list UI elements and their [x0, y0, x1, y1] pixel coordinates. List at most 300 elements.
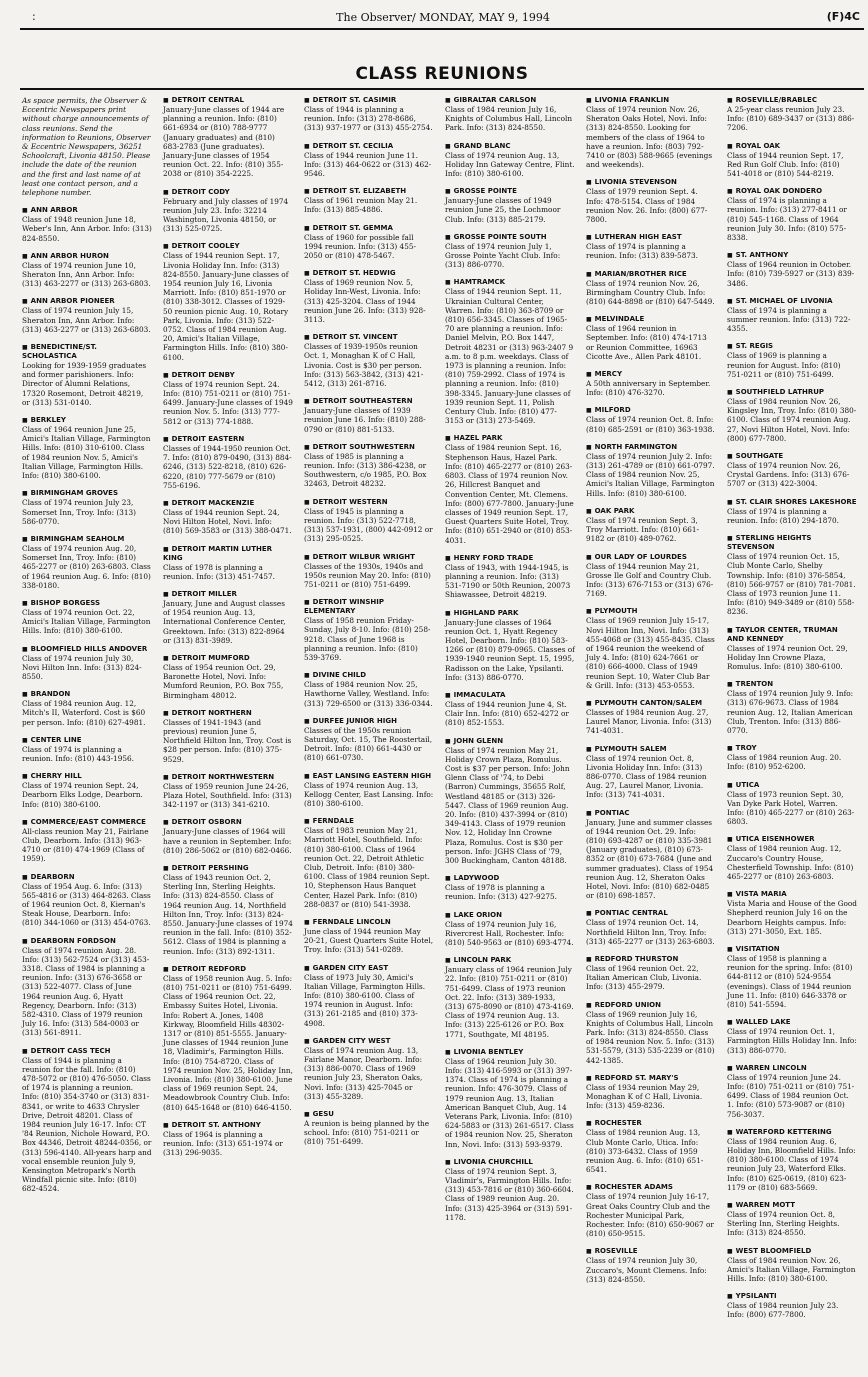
- reunion-listing: [163, 709, 293, 764]
- page-number: (F)4C: [826, 10, 860, 23]
- school-heading: ■ DIVINE CHILD: [304, 671, 434, 680]
- listing-body: Class of 1944 reunion May 21, Grosse Ile Golf and Country Club. Info: (313) 676-7153 or (313) 676-7169.: [586, 561, 714, 599]
- school-heading: ■ OAK PARK: [586, 507, 716, 516]
- reunion-listing: [445, 874, 575, 901]
- reunion-listing: [22, 535, 152, 590]
- school-heading: ■ DETROIT CASS TECH: [22, 1047, 152, 1056]
- reunion-listing: [727, 388, 857, 443]
- school-heading: ■ TROY: [727, 744, 857, 753]
- listing-body: Class of 1974 is planning a reunion. Info: (313) 839-5873.: [586, 242, 698, 261]
- reunion-listing: [22, 937, 152, 1038]
- listing-body: Class of 1974 reunion Oct. 14, Northfield Hilton Inn, Troy. Info: (313) 465-2277 or (313) 263-6803.: [586, 918, 715, 946]
- school-heading: ■ DETROIT OSBORN: [163, 818, 293, 827]
- reunion-listing: [727, 945, 857, 1009]
- reunion-listing: [304, 397, 434, 434]
- reunion-listing: [586, 1183, 716, 1238]
- reunion-listing: [727, 251, 857, 288]
- school-heading: ■ YPSILANTI: [727, 1292, 857, 1301]
- reunion-listing: [586, 607, 716, 690]
- reunion-listing: [22, 690, 152, 727]
- listing-body: Classes of 1941-1943 (and previous) reunion June 5, Northfield Hilton Inn, Troy. Cost is $28 per person. Info: (810) 375-9529.: [163, 717, 292, 764]
- listing-body: Classes of 1974 reunion Oct. 29, Holiday Inn Crowne Plaza, Romulus. Info: (810) 380-6100.: [727, 643, 848, 671]
- reunion-listing: [445, 1158, 575, 1222]
- listing-body: Class of 1974 reunion Oct. 8, Livonia Holiday Inn. Info: (313) 886-0770. Class of 1984 reunion Aug. 27, Laurel Manor, Livonia. Info: (313) 741-4031.: [586, 753, 707, 800]
- listing-body: Class of 1974 reunion Oct. 15, Club Monte Carlo, Shelby Township. Info: (810) 376-5854, (810) 566-9757 or (810) 781-7081. Class of 1973 reunion June 11. Info: (810) 949-3489 or (810) 558-8236.: [727, 552, 856, 617]
- listing-body: Class of 1974 is planning a reunion. Info: (313) 277-8411 or (810) 545-1168. Class of 1964 reunion July 30. Info: (810) 575-8338.: [727, 196, 847, 243]
- reunion-listing: [586, 553, 716, 599]
- reunion-listing: [727, 744, 857, 771]
- reunion-listing: [163, 1121, 293, 1158]
- listing-body: A 25-year class reunion July 23. Info: (810) 689-3437 or (313) 886-7206.: [727, 105, 855, 133]
- school-heading: ■ DETROIT ST. ANTHONY: [163, 1121, 293, 1130]
- reunion-listing: [727, 187, 857, 242]
- listing-body: Class of 1984 reunion Sept. 16, Stephenson Haus, Hazel Park. Info: (810) 465-2277 or (810) 263-6803. Class of 1974 reunion Nov. 26, Hillcrest Banquet and Convention Center, Mt. Clemens. Info: (800) 677-7800. January-June classes of 1949 reunion Sept. 17, Guest Quarters Suite Hotel, Troy. Info: (810) 651-2940 or (810) 853-4031.: [445, 443, 574, 545]
- school-heading: ■ JOHN GLENN: [445, 737, 575, 746]
- reunion-listing: [727, 297, 857, 334]
- reunion-listing: [445, 956, 575, 1039]
- listing-body: Classes of 1944-1950 reunion Oct. 7. Info: (810) 879-0490, (313) 884-6246, (313) 522-8218, (810) 626-6220, (810) 777-5679 or (810) 755-6196.: [163, 443, 292, 490]
- school-heading: ■ FERNDALE LINCOLN: [304, 918, 434, 927]
- listing-body: Class of 1985 is planning a reunion. Info: (313) 386-4238, or Southwestern, c/o 1985, P.O. Box 32463, Detroit 48232.: [304, 451, 427, 489]
- listing-body: Class of 1974 reunion Nov. 26, Crystal Gardens. Info: (313) 676-5707 or (313) 422-3004.: [727, 461, 850, 489]
- listing-body: Class of 1974 reunion Oct. 1, Farmington Hills Holiday Inn. Info: (313) 886-0770.: [727, 1027, 857, 1055]
- listing-body: Class of 1974 reunion July 9. Info: (313) 676-9673. Class of 1984 reunion Aug. 12, Italian American Club, Trenton. Info: (313) 886-0770.: [727, 689, 854, 735]
- reunion-listing: [163, 188, 293, 234]
- column-5: [586, 96, 716, 1293]
- listing-body: Classes of 1939-1950s reunion Oct. 1, Monaghan K of C Hall, Livonia. Cost is $30 per person. Info: (313) 563-3842, (313) 421-5412, (313) 261-8716.: [304, 342, 424, 389]
- school-heading: ■ REDFORD ST. MARY'S: [586, 1074, 716, 1083]
- school-heading: ■ BLOOMFIELD HILLS ANDOVER: [22, 645, 152, 654]
- listing-body: January-June classes of 1964 reunion Oct. 1, Hyatt Regency Hotel, Dearborn. Info: (810) 583-1266 or (810) 879-0965. Classes of 1939-1940 reunion Sept. 15, 1995, Radisson on the Lake, Ypsilanti. Info: (313) 886-0770.: [445, 617, 575, 682]
- reunion-listing: [727, 534, 857, 616]
- reunion-listing: [304, 964, 434, 1028]
- listing-body: Class of 1974 reunion May 21, Holiday Crown Plaza, Romulus. Cost is $37 per person. Info: John Glenn Class of '74, to Debi (Barron) Cummings, 35655 Rolf, Westland 48185 or (313) 326-5447. Class of 1969 reunion Aug. 20. Info: (810) 437-3994 or (810) 349-4143. Class of 1979 reunion Nov. 12, Holiday Inn Crowne Plaza, Romulus. Cost is $30 per person. Info: JGHS Class of '79, 300 Buckingham, Canton 48188.: [445, 745, 570, 865]
- school-heading: ■ ROCHESTER: [586, 1119, 716, 1128]
- school-heading: ■ DETROIT NORTHERN: [163, 709, 293, 718]
- reunion-listing: [727, 835, 857, 881]
- listing-body: Class of 1974 reunion Nov. 26, Birmingham Country Club. Info: (810) 644-8898 or (810) 647-5449.: [586, 278, 715, 307]
- reunion-listing: [586, 443, 716, 498]
- listing-body: Class of 1983 reunion May 21, Marriott Hotel, Southfield. Info: (810) 380-6100. Class of 1964 reunion Oct. 22, Detroit Athletic Club, Detroit. Info: (810) 380-6100. Class of 1984 reunion Sept. 10, Stephenson Haus Banquet Center, Hazel Park. Info: (810) 288-0837 or (810) 541-3938.: [304, 826, 430, 909]
- school-heading: ■ OUR LADY OF LOURDES: [586, 553, 716, 562]
- school-heading: ■ NORTH FARMINGTON: [586, 443, 716, 452]
- school-heading: ■ EAST LANSING EASTERN HIGH: [304, 772, 434, 781]
- school-heading: ■ PONTIAC CENTRAL: [586, 909, 716, 918]
- listing-body: Class of 1984 reunion Nov. 25, Hawthorne Valley, Westland. Info: (313) 729-6500 or (313) 336-0344.: [304, 680, 433, 708]
- reunion-listing: [304, 269, 434, 324]
- reunion-listing: [727, 498, 857, 525]
- school-heading: ■ DETROIT MILLER: [163, 590, 293, 599]
- reunion-listing: [727, 342, 857, 379]
- reunion-listing: [586, 370, 716, 397]
- column-6: [727, 96, 857, 1329]
- reunion-listing: [22, 818, 152, 864]
- school-heading: ■ ROYAL OAK: [727, 142, 857, 151]
- listing-body: Looking for 1939-1959 graduates and former parishioners. Info: Director of Alumni Relations, 17320 Rosemont, Detroit 48219, or (313) 531-0140.: [22, 361, 147, 407]
- listing-body: Class of 1969 reunion Nov. 5, Holiday Inn-West, Livonia. Info: (313) 425-3204. Class of 1944 reunion June 26. Info: (313) 928-3113.: [304, 278, 426, 325]
- listing-body: Class of 1944 reunion June 11. Info: (313) 464-0622 or (313) 462-9546.: [304, 150, 432, 179]
- school-heading: ■ MILFORD: [586, 406, 716, 415]
- school-heading: ■ FERNDALE: [304, 817, 434, 826]
- school-heading: ■ DETROIT SOUTHEASTERN: [304, 397, 434, 406]
- listing-body: January, June and summer classes of 1944 reunion Oct. 29. Info: (810) 693-4287 or (810) 335-3981 (January graduates), (810) 673-8352 or (810) 673-7684 (June and summer graduates). Class of 1954 reunion Aug. 12, Sheraton Oaks Hotel, Novi. Info: (810) 682-0485 or (810) 698-1857.: [586, 817, 714, 901]
- reunion-listing: [304, 772, 434, 809]
- reunion-listing: [22, 489, 152, 526]
- school-heading: ■ REDFORD THURSTON: [586, 955, 716, 964]
- reunion-listing: [163, 773, 293, 810]
- listing-body: Class of 1984 reunion Aug. 13, Club Monte Carlo, Utica. Info: (810) 373-6432. Class of 1959 reunion Aug. 6. Info: (810) 651-6541.: [586, 1128, 704, 1175]
- school-heading: ■ MARIAN/BROTHER RICE: [586, 270, 716, 279]
- listing-body: Class of 1978 is planning a reunion. Info: (313) 451-7457.: [163, 562, 275, 581]
- school-heading: ■ MERCY: [586, 370, 716, 379]
- reunion-listing: [586, 909, 716, 946]
- school-heading: ■ GARDEN CITY WEST: [304, 1037, 434, 1046]
- school-heading: ■ LINCOLN PARK: [445, 956, 575, 965]
- reunion-listing: [22, 645, 152, 682]
- reunion-listing: [22, 873, 152, 928]
- listing-body: Class of 1984 reunion Nov. 26, Amici's Italian Village, Farmington Hills. Info: (810) 380-6100.: [727, 1255, 856, 1284]
- school-heading: ■ LIVONIA CHURCHILL: [445, 1158, 575, 1167]
- reunion-listing: [586, 1074, 716, 1111]
- listing-body: Class of 1969 reunion July 16, Knights of Columbus Hall, Lincoln Park. Info: (313) 824-8550. Class of 1984 reunion Nov. 5. Info: (313) 531-5579, (313) 535-2239 or (810) 442-1385.: [586, 1009, 715, 1065]
- school-heading: ■ HAZEL PARK: [445, 434, 575, 443]
- school-heading: ■ BIRMINGHAM SEAHOLM: [22, 535, 152, 544]
- reunion-listing: [445, 691, 575, 728]
- reunion-listing: [445, 554, 575, 600]
- listing-body: Class of 1974 reunion July 23, Somerset Inn, Troy. Info: (313) 586-0770.: [22, 498, 136, 526]
- reunion-listing: [304, 671, 434, 708]
- listing-body: Class of 1974 reunion Aug. 20, Somerset Inn, Troy. Info: (810) 465-2277 or (810) 263-6803. Class of 1964 reunion Aug. 6. Info: (810) 338-0180.: [22, 543, 151, 590]
- listing-body: Classes of 1984 reunion Aug. 27, Laurel Manor, Livonia. Info: (313) 741-4031.: [586, 707, 712, 736]
- listing-body: Classes of the 1950s reunion Saturday, Oct. 15, The Roostertail, Detroit. Info: (810) 661-4430 or (810) 661-0730.: [304, 725, 433, 763]
- school-heading: ■ CHERRY HILL: [22, 772, 152, 781]
- school-heading: ■ BIRMINGHAM GROVES: [22, 489, 152, 498]
- listing-body: Class of 1959 reunion June 24-26, Plaza Hotel, Southfield. Info: (313) 342-1197 or (313) 341-6210.: [163, 781, 292, 810]
- reunion-listing: [586, 1119, 716, 1174]
- listing-body: Class of 1984 reunion Aug. 6, Holiday Inn, Bloomfield Hills. Info: (810) 380-6100. Class of 1974 reunion July 23, Waterford Elks. Info: (810) 625-0619, (810) 623-1179 or (810) 683-5669.: [727, 1136, 856, 1192]
- reunion-listing: [304, 443, 434, 489]
- school-heading: ■ DETROIT ST. ELIZABETH: [304, 187, 434, 196]
- school-heading: ■ WATERFORD KETTERING: [727, 1128, 857, 1137]
- listing-body: Class of 1974 reunion June 24. Info: (810) 751-0211 or (810) 751-6499. Class of 1984 reunion Oct. 1. Info: (810) 573-9087 or (810) 756-3037.: [727, 1072, 855, 1119]
- listing-body: Vista Maria and House of the Good Shepherd reunion July 16 on the Dearborn Heights campus. Info: (313) 271-3050, Ext. 185.: [727, 899, 857, 936]
- reunion-listing: [445, 434, 575, 544]
- listing-body: A reunion is being planned by the school. Info: (810) 751-0211 or (810) 751-6499.: [304, 1119, 430, 1147]
- reunion-listing: [304, 224, 434, 261]
- school-heading: ■ DETROIT SOUTHWESTERN: [304, 443, 434, 452]
- school-heading: ■ LADYWOOD: [445, 874, 575, 883]
- listing-body: January-June classes of 1964 will have a reunion in September. Info: (810) 286-5062 or (810) 682-0466.: [163, 827, 292, 855]
- listing-body: Class of 1958 reunion Friday-Sunday, July 8-10. Info: (810) 258-9218. Class of June 1968 is planning a reunion. Info: (810) 539-3769.: [304, 616, 431, 662]
- listing-body: January class of 1964 reunion July 22. Info: (810) 751-0211 or (810) 751-6499. Class of 1973 reunion Oct. 22. Info: (313) 389-1933, (313) 675-8090 or (810) 473-4169. Class of 1974 reunion Aug. 13. Info: (313) 225-6126 or P.O. Box 1771, Southgate, MI 48195.: [445, 965, 574, 1039]
- listing-body: Class of 1974 reunion June 10, Sheraton Inn, Ann Arbor. Info: (313) 463-2277 or (313) 263-6803.: [22, 260, 151, 289]
- reunion-listing: [304, 1037, 434, 1101]
- listing-body: January-June classes of 1944 are planning a reunion. Info: (810) 661-6934 or (810) 788-9777 (January graduates) and (810) 683-2783 (June graduates). January-June classes of 1954 reunion Oct. 22. Info: (810) 355-2038 or (810) 354-2225.: [163, 105, 285, 179]
- school-heading: ■ COMMERCE/EAST COMMERCE: [22, 818, 152, 827]
- reunion-listing: [727, 96, 857, 133]
- reunion-listing: [586, 1001, 716, 1065]
- reunion-listing: [304, 918, 434, 955]
- listing-body: As space permits, the Observer & Eccentric Newspapers print without charge announcements of class reunions. Send the information to Reunions, Observer & Eccentric Newspapers, 36251 Schoolcraft, Livonia 48150. Please include the date of the reunion and the first and last name of at least one contact person, and a telephone number.: [22, 96, 151, 198]
- school-heading: ■ UTICA: [727, 781, 857, 790]
- reunion-listing: [22, 736, 152, 763]
- school-heading: ■ DETROIT PERSHING: [163, 864, 293, 873]
- listing-body: Class of 1964 reunion in October. Info: (810) 739-5927 or (313) 839-3486.: [727, 260, 855, 288]
- listing-body: Class of 1943, with 1944-1945, is planning a reunion. Info: (313) 531-7190 or 50th Reunion, 20073 Shiawassee, Detroit 48219.: [445, 562, 571, 600]
- reunion-listing: [586, 955, 716, 992]
- school-heading: ■ DETROIT ST. VINCENT: [304, 333, 434, 342]
- reunion-listing: [304, 142, 434, 179]
- reunion-listing: [586, 96, 716, 169]
- page-folio: The Observer/ MONDAY, MAY 9, 1994: [336, 11, 550, 24]
- school-heading: ■ PLYMOUTH: [586, 607, 716, 616]
- reunion-listing: [22, 343, 152, 407]
- school-heading: ■ HENRY FORD TRADE: [445, 554, 575, 563]
- listing-body: Class of 1974 reunion Sept. 3, Vladimir's, Farmington Hills. Info: (313) 453-7816 or (810) 360-6604. Class of 1989 reunion Aug. 20. Info: (313) 425-3964 or (313) 591-1178.: [445, 1166, 574, 1222]
- school-heading: ■ DEARBORN: [22, 873, 152, 882]
- listing-body: Class of 1974 reunion Oct. 8. Info: (810) 685-2591 or (810) 363-1938.: [586, 415, 715, 434]
- listing-body: Class of 1974 reunion Aug. 13, Kellogg Center, East Lansing. Info: (810) 380-6100.: [304, 780, 434, 808]
- school-heading: ■ UTICA EISENHOWER: [727, 835, 857, 844]
- reunion-listing: [727, 1064, 857, 1119]
- reunion-listing: [445, 278, 575, 425]
- reunion-listing: [163, 242, 293, 361]
- listing-body: Class of 1974 is planning a reunion. Info: (810) 443-1956.: [22, 744, 134, 763]
- reunion-listing: [304, 598, 434, 662]
- reunion-listing: [304, 1110, 434, 1147]
- reunion-listing: [727, 781, 857, 827]
- listing-body: Class of 1974 reunion Nov. 26, Sheraton Oaks Hotel, Novi. Info: (313) 824-8550. Looking for members of the class of 1964 to have a reunion. Info: (803) 792-7410 or (803) 588-9665 (evenings and weekends).: [586, 105, 713, 170]
- reunion-listing: [163, 435, 293, 490]
- school-heading: ■ VISITATION: [727, 945, 857, 954]
- school-heading: ■ ROSEVILLE: [586, 1247, 716, 1256]
- listing-body: Class of 1948 reunion June 18, Weber's Inn, Ann Arbor. Info: (313) 824-8550.: [22, 215, 152, 243]
- listing-body: January-June classes of 1939 reunion June 16. Info: (810) 288-0790 or (810) 881-5133.: [304, 406, 426, 434]
- reunion-listing: [727, 890, 857, 936]
- school-heading: ■ ST. CLAIR SHORES LAKESHORE: [727, 498, 857, 507]
- listing-body: Class of 1984 reunion Aug. 20. Info: (810) 952-6200.: [727, 753, 842, 772]
- reunion-listing: [22, 416, 152, 480]
- reunion-listing: [304, 187, 434, 214]
- listing-body: Class of 1974 reunion July 1, Grosse Pointe Yacht Club. Info: (313) 886-0770.: [445, 241, 561, 270]
- listing-body: Class of 1974 reunion Oct. 22, Amici's Italian Village, Farmington Hills. Info: (810) 380-6100.: [22, 607, 151, 636]
- listing-body: Class of 1974 reunion July 16-17, Great Oaks Country Club and the Rochester Municipal Park, Rochester. Info: (810) 650-9067 or (810) 650-9515.: [586, 1192, 714, 1239]
- reunion-listing: [445, 609, 575, 682]
- reunion-listing: [445, 142, 575, 179]
- listing-body: Class of 1964 reunion July 30. Info: (313) 416-5993 or (313) 397-1374. Class of 1974 is planning a reunion. Info: 476-3079. Class of 1979 reunion Aug. 13, Italian American Banquet Club, Aug. 14 Veterans Park, Livonia. Info: (810) 624-5883 or (313) 261-6517. Class of 1984 reunion Nov. 25, Sheraton Inn, Novi. Info: (313) 593-9379.: [445, 1056, 574, 1149]
- school-heading: ■ PLYMOUTH CANTON/SALEM: [586, 699, 716, 708]
- listing-body: January-June classes of 1949 reunion June 25, the Lochmoor Club. Info: (313) 885-2179.: [445, 196, 561, 224]
- school-heading: ■ CENTER LINE: [22, 736, 152, 745]
- reunion-listing: [727, 1247, 857, 1284]
- reunion-listing: [304, 553, 434, 590]
- listing-body: Class of 1961 reunion May 21. Info: (313) 885-4886.: [304, 196, 418, 215]
- reunion-listing: [586, 233, 716, 260]
- listing-body: Class of 1964 is planning a reunion. Info: (313) 651-1974 or (313) 296-9035.: [163, 1129, 283, 1158]
- reunion-listing: [163, 864, 293, 956]
- reunion-listing: [586, 406, 716, 433]
- school-heading: ■ DETROIT ST. GEMMA: [304, 224, 434, 233]
- school-heading: ■ SOUTHFIELD LATHRUP: [727, 388, 857, 397]
- school-heading: ■ WARREN LINCOLN: [727, 1064, 857, 1073]
- column-3: [304, 96, 434, 1156]
- school-heading: ■ GARDEN CITY EAST: [304, 964, 434, 973]
- listing-body: Class of 1945 is planning a reunion. Info: (313) 522-7718, (313) 537-1931, (800) 442-0912 or (313) 295-0525.: [304, 506, 433, 544]
- reunion-listing: [586, 315, 716, 361]
- listing-body: Class of 1984 reunion Aug. 12, Mitch's II, Waterford. Cost is $60 per person. Info: (810) 627-4981.: [22, 699, 146, 727]
- school-heading: ■ MELVINDALE: [586, 315, 716, 324]
- listing-body: Class of 1973 reunion Sept. 30, Van Dyke Park Hotel, Warren. Info: (810) 465-2277 or (810) 263-6803.: [727, 789, 855, 827]
- school-heading: ■ PLYMOUTH SALEM: [586, 745, 716, 754]
- listing-body: Class of 1974 reunion Aug. 13, Holiday Inn Gateway Centre, Flint. Info: (810) 380-6100.: [445, 150, 575, 179]
- school-heading: ■ BENEDICTINE/ST. SCHOLASTICA: [22, 343, 152, 361]
- listing-body: Class of 1979 reunion Sept. 4. Info: 478-5154. Class of 1984 reunion Nov. 26. Info: (800) 677-7800.: [586, 187, 708, 225]
- school-heading: ■ WEST BLOOMFIELD: [727, 1247, 857, 1256]
- reunion-listing: [727, 452, 857, 489]
- listing-body: Class of 1964 reunion Oct. 22, Italian American Club, Livonia. Info: (313) 455-2979.: [586, 964, 702, 992]
- school-heading: ■ TRENTON: [727, 680, 857, 689]
- listing-body: Class of 1958 is planning a reunion for the spring. Info: (810) 644-8112 or (810) 524-9554 (evenings). Class of 1944 reunion June 11. Info: (810) 646-3378 or (810) 541-5594.: [727, 953, 853, 1009]
- school-heading: ■ ST. MICHAEL OF LIVONIA: [727, 297, 857, 306]
- school-heading: ■ ROCHESTER ADAMS: [586, 1183, 716, 1192]
- reunion-listing: [163, 371, 293, 426]
- margin-mark: :: [32, 10, 36, 23]
- listing-body: Class of 1974 reunion Sept. 3, Troy Marriott. Info: (810) 661-9182 or (810) 489-0762.: [586, 515, 700, 544]
- school-heading: ■ ST. REGIS: [727, 342, 857, 351]
- school-heading: ■ DETROIT NORTHWESTERN: [163, 773, 293, 782]
- school-heading: ■ DETROIT COOLEY: [163, 242, 293, 251]
- listing-body: Class of 1943 reunion Oct. 2, Sterling Inn, Sterling Heights. Info: (313) 824-8550. Class of 1964 reunion Aug. 14, Northfield Hilton Inn, Troy. Info: (313) 824-8550. January-June classes of 1974 reunion in the fall. Info: (810) 352-5612. Class of 1984 is planning a reunion. Info: (313) 892-1311.: [163, 872, 293, 956]
- school-heading: ■ ANN ARBOR HURON: [22, 252, 152, 261]
- reunion-listing: [586, 745, 716, 800]
- reunion-listing: [586, 507, 716, 544]
- masthead: [20, 10, 866, 28]
- listing-body: Class of 1960 for possible fall 1994 reunion. Info: (313) 455-2050 or (810) 478-5467.: [304, 232, 416, 261]
- school-heading: ■ REDFORD UNION: [586, 1001, 716, 1010]
- listing-body: Class of 1954 reunion Oct. 29, Baronette Hotel, Novi. Info: Mumford Reunion, P.O. Box 755, Birmingham 48012.: [163, 662, 284, 700]
- school-heading: ■ DETROIT WILBUR WRIGHT: [304, 553, 434, 562]
- reunion-listing: [163, 590, 293, 645]
- school-heading: ■ DETROIT MUMFORD: [163, 654, 293, 663]
- reunion-listing: [445, 1048, 575, 1149]
- school-heading: ■ DETROIT ST. HEDWIG: [304, 269, 434, 278]
- school-heading: ■ HAMTRAMCK: [445, 278, 575, 287]
- listing-body: Class of 1969 reunion July 15-17, Novi Hilton Inn, Novi. Info: (313) 455-4068 or (313) 455-8435. Class of 1964 reunion the weekend of July 4. Info: (810) 624-7661 or (810) 666-4000. Class of 1949 reunion Sept. 10, Water Club Bar & Grill. Info: (313) 453-0553.: [586, 616, 715, 690]
- listing-body: Class of 1974 reunion July 15, Sheraton Inn, Ann Arbor. Info: (313) 463-2277 or (313) 263-6803.: [22, 306, 151, 334]
- reunion-listing: [727, 142, 857, 179]
- reunion-listing: [445, 233, 575, 270]
- school-heading: ■ DETROIT ST. CECILIA: [304, 142, 434, 151]
- reunion-listing: [304, 333, 434, 388]
- school-heading: ■ DETROIT WESTERN: [304, 498, 434, 507]
- school-heading: ■ TAYLOR CENTER, TRUMAN AND KENNEDY: [727, 626, 857, 644]
- school-heading: ■ DETROIT ST. CASIMIR: [304, 96, 434, 105]
- listing-body: Class of 1944 reunion Sept. 17, Livonia Holiday Inn. Info: (313) 824-8550. January-June classes of 1954 reunion July 16, Livonia Marriott. Info: (810) 851-1970 or (810) 338-3012. Classes of 1929-50 reunion picnic Aug. 10, Rotary Park, Livonia. Info: (313) 522-0752. Class of 1984 reunion Aug. 20, Amici's Italian Village, Farmington Hills. Info: (810) 380-6100.: [163, 251, 289, 362]
- school-heading: ■ ST. ANTHONY: [727, 251, 857, 260]
- school-heading: ■ BISHOP BORGESS: [22, 599, 152, 608]
- reunion-listing: [22, 1047, 152, 1194]
- reunion-listing: [163, 499, 293, 536]
- column-4: [445, 96, 575, 1231]
- headline-rule: [20, 88, 864, 90]
- listing-body: Class of 1974 reunion July 30, Zuccaro's, Mount Clemens. Info: (313) 824-8550.: [586, 1256, 707, 1284]
- school-heading: ■ LIVONIA STEVENSON: [586, 178, 716, 187]
- listing-body: Class of 1974 reunion Oct. 8, Sterling Inn, Sterling Heights. Info: (313) 824-8550.: [727, 1210, 840, 1238]
- school-heading: ■ DETROIT CENTRAL: [163, 96, 293, 105]
- listing-body: Class of 1974 reunion Sept. 24. Info: (810) 751-0211 or (810) 751-6499. January-June classes of 1949 reunion Nov. 5. Info: (313) 777-5812 or (313) 774-1888.: [163, 379, 293, 426]
- school-heading: ■ LIVONIA BENTLEY: [445, 1048, 575, 1057]
- listing-body: Class of 1944 reunion June 4, St. Clair Inn. Info: (810) 652-4272 or (810) 852-1553.: [445, 699, 569, 728]
- school-heading: ■ DETROIT MACKENZIE: [163, 499, 293, 508]
- school-heading: ■ VISTA MARIA: [727, 890, 857, 899]
- listing-body: Class of 1944 is planning a reunion for the fall. Info: (810) 478-5072 or (810) 476-5050. Class of 1974 is planning a reunion. Info: (810) 354-3740 or (313) 831-8341, or write to 4633 Chrysler Drive, Detroit 48201. Class of 1984 reunion July 16-17. Info: CT '84 Reunion, Nichole Howard, P.O. Box 44346, Detroit 48244-0356, or (313) 596-4140. All-years harp and vocal ensemble reunion July 9, Kensington Metropark's North Windfall picnic site. Info: (810) 682-4524.: [22, 1055, 152, 1194]
- reunion-listing: [445, 911, 575, 948]
- listing-body: February and July classes of 1974 reunion July 23. Info: 32214 Washington, Livonia 48150, or (313) 525-0725.: [163, 196, 289, 234]
- reunion-listing: [163, 654, 293, 700]
- reunion-listing: [445, 737, 575, 866]
- intro-notice: [22, 96, 152, 197]
- reunion-listing: [727, 1128, 857, 1192]
- listing-body: Classes of the 1930s, 1940s and 1950s reunion May 20. Info: (810) 751-0211 or (810) 751-6499.: [304, 561, 431, 589]
- reunion-listing: [163, 818, 293, 855]
- reunion-listing: [727, 680, 857, 735]
- listing-body: Class of 1974 reunion Aug. 13, Fairlane Manor, Dearborn. Info: (313) 886-0070. Class of 1969 reunion July 23, Sheraton Oaks, Novi. Info: (313) 425-7045 or (313) 455-3289.: [304, 1045, 423, 1101]
- reunion-listing: [304, 96, 434, 133]
- school-heading: ■ GESU: [304, 1110, 434, 1119]
- reunion-listing: [22, 252, 152, 289]
- listing-body: Class of 1969 is planning a reunion for August. Info: (810) 751-0211 or (810) 751-6499.: [727, 351, 841, 379]
- school-heading: ■ ROSEVILLE/BRABLEC: [727, 96, 857, 105]
- listing-body: Class of 1984 reunion Nov. 26, Kingsley Inn, Troy. Info: (810) 380-6100. Class of 1974 reunion Aug. 27, Novi Hilton Hotel, Novi. Info: (800) 677-7800.: [727, 397, 857, 443]
- listing-body: Class of 1944 reunion Sept. 24, Novi Hilton Hotel, Novi. Info: (810) 569-3583 or (313) 388-0471.: [163, 507, 292, 536]
- reunion-listing: [727, 1292, 857, 1319]
- listing-body: Class of 1984 reunion Aug. 12, Zuccaro's Country House, Chesterfield Township. Info: (810) 465-2277 or (810) 263-6803.: [727, 844, 854, 881]
- listing-body: June class of 1944 reunion May 20-21, Guest Quarters Suite Hotel, Troy. Info: (313) 541-0289.: [304, 926, 434, 955]
- reunion-listing: [445, 96, 575, 133]
- reunion-listing: [727, 1018, 857, 1055]
- listing-body: Class of 1974 reunion July 16, Rivercrest Hall, Rochester. Info: (810) 540-9563 or (810) 693-4774.: [445, 919, 574, 948]
- listing-body: January, June and August classes of 1954 reunion Aug. 13, International Conference Center, Greektown. Info: (313) 822-8964 or (313) 831-3989.: [163, 598, 286, 645]
- listing-body: Class of 1964 reunion in September. Info: (810) 474-1713 or Reunion Committee, 16963 Cicotte Ave., Allen Park 48101.: [586, 324, 707, 361]
- school-heading: ■ SOUTHGATE: [727, 452, 857, 461]
- listing-body: Class of 1958 reunion Aug. 5. Info: (810) 751-0211 or (810) 751-6499. Class of 1964 reunion Oct. 22, Embassy Suites Hotel, Livonia. Info: Robert A. Jones, 1408 Kirkway, Bloomfield Hills 48302-1317 or (810) 851-5555. January-June classes of 1944 reunion June 18, Vladimir's, Farmington Hills. Info: (810) 754-8720. Class of 1974 reunion Nov. 25, Holiday Inn, Livonia. Info: (810) 380-6100. June class of 1969 reunion Sept. 24, Meadowbrook Country Club. Info: (810) 645-1648 or (810) 646-4150.: [163, 973, 293, 1112]
- reunion-listing: [727, 626, 857, 672]
- reunion-listing: [304, 717, 434, 763]
- listing-body: Class of 1974 reunion Sept. 24, Dearborn Elks Lodge, Dearborn. Info: (810) 380-6100.: [22, 781, 143, 809]
- reunion-listing: [586, 270, 716, 307]
- reunion-listing: [22, 206, 152, 243]
- reunion-listing: [304, 817, 434, 909]
- listing-body: Class of 1978 is planning a reunion. Info: (313) 427-9275.: [445, 883, 557, 902]
- school-heading: ■ STERLING HEIGHTS STEVENSON: [727, 534, 857, 552]
- reunion-listing: [586, 178, 716, 224]
- reunion-listing: [727, 1201, 857, 1238]
- listing-body: Class of 1954 Aug. 6. Info: (313) 565-4816 or (313) 464-8263. Class of 1964 reunion Oct. 8, Kiernan's Steak House, Dearborn. Info: (810) 344-1060 or (313) 454-0763.: [22, 881, 151, 928]
- reunion-listing: [586, 1247, 716, 1284]
- school-heading: ■ ANN ARBOR: [22, 206, 152, 215]
- listing-body: Class of 1984 reunion July 23. Info: (800) 677-7800.: [727, 1301, 839, 1320]
- listing-body: Class of 1934 reunion May 29, Monaghan K of C Hall, Livonia. Info: (313) 459-8236.: [586, 1082, 703, 1111]
- school-heading: ■ DURFEE JUNIOR HIGH: [304, 717, 434, 726]
- school-heading: ■ PONTIAC: [586, 809, 716, 818]
- school-heading: ■ GROSSE POINTE: [445, 187, 575, 196]
- section-headline: CLASS REUNIONS: [355, 64, 529, 84]
- listing-body: Class of 1964 reunion June 25, Amici's Italian Village, Farmington Hills. Info: (810) 310-6100. Class of 1984 reunion Nov. 5, Amici's Italian Village, Farmington Hills. Info: (810) 380-6100.: [22, 425, 151, 481]
- school-heading: ■ LUTHERAN HIGH EAST: [586, 233, 716, 242]
- listing-body: All-class reunion May 21, Fairlane Club, Dearborn. Info: (313) 963-4710 or (810) 474-1969 (Class of 1959).: [22, 826, 149, 864]
- listing-body: Class of 1944 reunion Sept. 17, Red Run Golf Club. Info: (810) 541-4018 or (810) 544-8219.: [727, 150, 844, 179]
- reunion-listing: [22, 772, 152, 809]
